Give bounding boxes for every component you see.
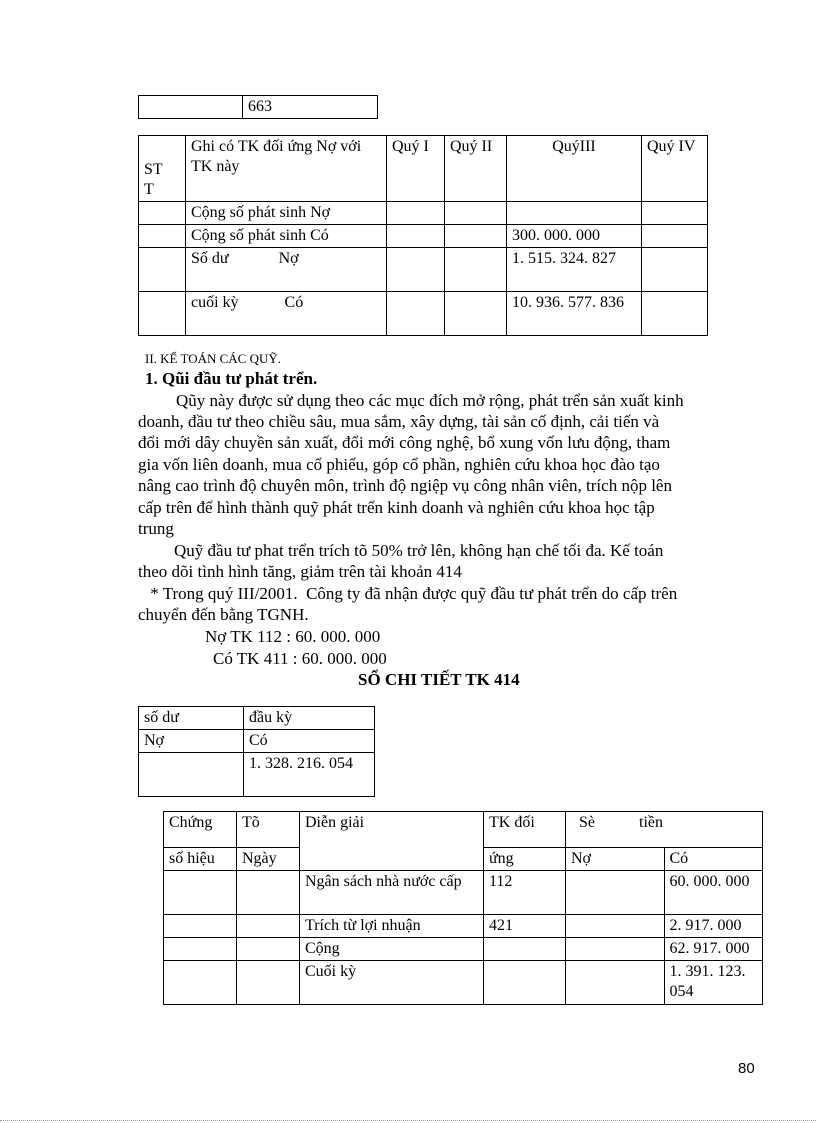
row-tk: 112 [484, 871, 566, 915]
page-bottom-border [0, 1120, 816, 1121]
header-q4: Quý IV [642, 136, 708, 202]
table-row [164, 915, 763, 938]
ledger-table [163, 811, 763, 1005]
paragraph-line: gia vốn liên doanh, mua cổ phiếu, góp cổ phần, nghiên cứu khoa học đào tạo [138, 455, 660, 474]
row-q2 [445, 292, 507, 336]
table-row [139, 202, 708, 225]
row-desc-label: cuối kỳ [191, 294, 239, 311]
row-q1 [387, 248, 445, 292]
paragraph-line: nâng cao trình độ chuyên môn, trình độ ngiệp vụ công nhân viên, trích nộp lên [138, 476, 672, 495]
header-tk-doi: TK đối [484, 812, 566, 848]
opening-credit-value: 1. 328. 216. 054 [244, 753, 375, 797]
quarterly-table [138, 135, 708, 336]
row-stt [139, 248, 186, 292]
header-ung: ứng [484, 848, 566, 871]
row-so-hieu [164, 938, 237, 961]
row-desc-side: Có [284, 294, 304, 311]
row-dien-giai: Cộng [300, 938, 484, 961]
row-co: 60. 000. 000 [664, 871, 763, 915]
header-q2: Quý II [445, 136, 507, 202]
paragraph-line: * Trong quý III/2001. Công ty đã nhận được quỹ đầu tư phát trển do cấp trên [146, 584, 678, 603]
row-stt [139, 202, 186, 225]
table-row [164, 961, 763, 1005]
row-ngay [237, 871, 300, 915]
row-desc: Cộng số phát sinh Nợ [186, 202, 387, 225]
row-co: 2. 917. 000 [664, 915, 763, 938]
paragraph-line: Qũy này được sử dụng theo các mục đích mở rộng, phát trển sản xuất kinh [176, 391, 684, 410]
row-desc [186, 292, 387, 336]
table-row [139, 225, 708, 248]
table-row [139, 292, 708, 336]
row-no [566, 961, 665, 1005]
header-dien-giai: Diễn giải [300, 812, 484, 871]
row-dien-giai: Ngân sách nhà nước cấp [300, 871, 484, 915]
sub-heading: 1. Qũi đầu tư phát trển. [145, 369, 318, 388]
header-so-tien [566, 812, 763, 848]
paragraph-line: Quỹ đầu tư phat trển trích tõ 50% trở lên, không hạn chế tối đa. Kế toán [174, 541, 664, 560]
header-co: Có [664, 848, 763, 871]
header-so-hieu: số hiệu [164, 848, 237, 871]
opening-debit-header: Nợ [139, 730, 244, 753]
paragraph-line: doanh, đầu tư theo chiều sâu, mua sắm, xây dựng, tài sản cố định, cải tiến và [138, 412, 660, 431]
header-stt: ST T [139, 136, 186, 202]
row-tk [484, 938, 566, 961]
entry-credit: Có TK 411 : 60. 000. 000 [213, 649, 387, 668]
top-ref-cell-1 [139, 96, 243, 119]
header-no: Nợ [566, 848, 665, 871]
top-ref-cell-2: 663 [243, 96, 378, 119]
ledger-title: SỔ CHI TIẾT TK 414 [358, 670, 520, 689]
header-q1: Quý I [387, 136, 445, 202]
opening-credit-header: Có [244, 730, 375, 753]
opening-debit-value [139, 753, 244, 797]
row-tk: 421 [484, 915, 566, 938]
header-chung: Chứng [164, 812, 237, 848]
row-no [566, 938, 665, 961]
header-so: Sè [579, 814, 595, 831]
header-desc: Ghi có TK đối ứng Nợ với TK này [186, 136, 387, 202]
opening-label: số dư [139, 707, 244, 730]
row-q4 [642, 248, 708, 292]
row-q1 [387, 292, 445, 336]
page-number: 80 [738, 1060, 755, 1077]
header-ngay: Ngày [237, 848, 300, 871]
row-q3: 300. 000. 000 [507, 225, 642, 248]
header-q3: QuýIII [507, 136, 642, 202]
paragraph-line: theo dõi tình hình tăng, giảm trên tài khoản 414 [138, 562, 462, 581]
row-q2 [445, 202, 507, 225]
paragraph-line: chuyển đến bằng TGNH. [138, 605, 309, 624]
table-row [164, 938, 763, 961]
row-dien-giai: Cuối kỳ [300, 961, 484, 1005]
row-desc [186, 248, 387, 292]
table-row [164, 871, 763, 915]
row-ngay [237, 915, 300, 938]
row-stt [139, 292, 186, 336]
header-to: Tõ [237, 812, 300, 848]
opening-balance-table [138, 706, 375, 797]
row-so-hieu [164, 915, 237, 938]
row-ngay [237, 961, 300, 1005]
row-co: 62. 917. 000 [664, 938, 763, 961]
row-q1 [387, 202, 445, 225]
row-ngay [237, 938, 300, 961]
row-desc-side: Nợ [278, 250, 299, 267]
row-desc: Cộng số phát sinh Có [186, 225, 387, 248]
row-q2 [445, 248, 507, 292]
row-dien-giai: Trích từ lợi nhuận [300, 915, 484, 938]
row-q3: 1. 515. 324. 827 [507, 248, 642, 292]
row-q4 [642, 292, 708, 336]
row-desc-label: Số dư [191, 250, 229, 267]
row-q4 [642, 225, 708, 248]
paragraph-line: trung [138, 519, 174, 538]
row-stt [139, 225, 186, 248]
table-row [139, 248, 708, 292]
paragraph-line: cấp trên để hình thành quỹ phát trển kinh doanh và nghiên cứu khoa học tập [138, 498, 655, 517]
row-so-hieu [164, 871, 237, 915]
row-no [566, 871, 665, 915]
paragraph-line: đổi mới dây chuyền sản xuất, đổi mới công nghệ, bổ xung vốn lưu động, tham [138, 433, 671, 452]
opening-label-2: đầu kỳ [244, 707, 375, 730]
row-no [566, 915, 665, 938]
top-ref-table [138, 95, 378, 119]
row-q4 [642, 202, 708, 225]
row-q2 [445, 225, 507, 248]
header-tien: tiền [639, 814, 663, 831]
row-q3 [507, 202, 642, 225]
row-q1 [387, 225, 445, 248]
row-co: 1. 391. 123. 054 [664, 961, 763, 1005]
row-so-hieu [164, 961, 237, 1005]
row-tk [484, 961, 566, 1005]
section-heading: II. KẾ TOÁN CÁC QUỸ. [145, 351, 282, 366]
row-q3: 10. 936. 577. 836 [507, 292, 642, 336]
entry-debit: Nợ TK 112 : 60. 000. 000 [205, 627, 381, 646]
